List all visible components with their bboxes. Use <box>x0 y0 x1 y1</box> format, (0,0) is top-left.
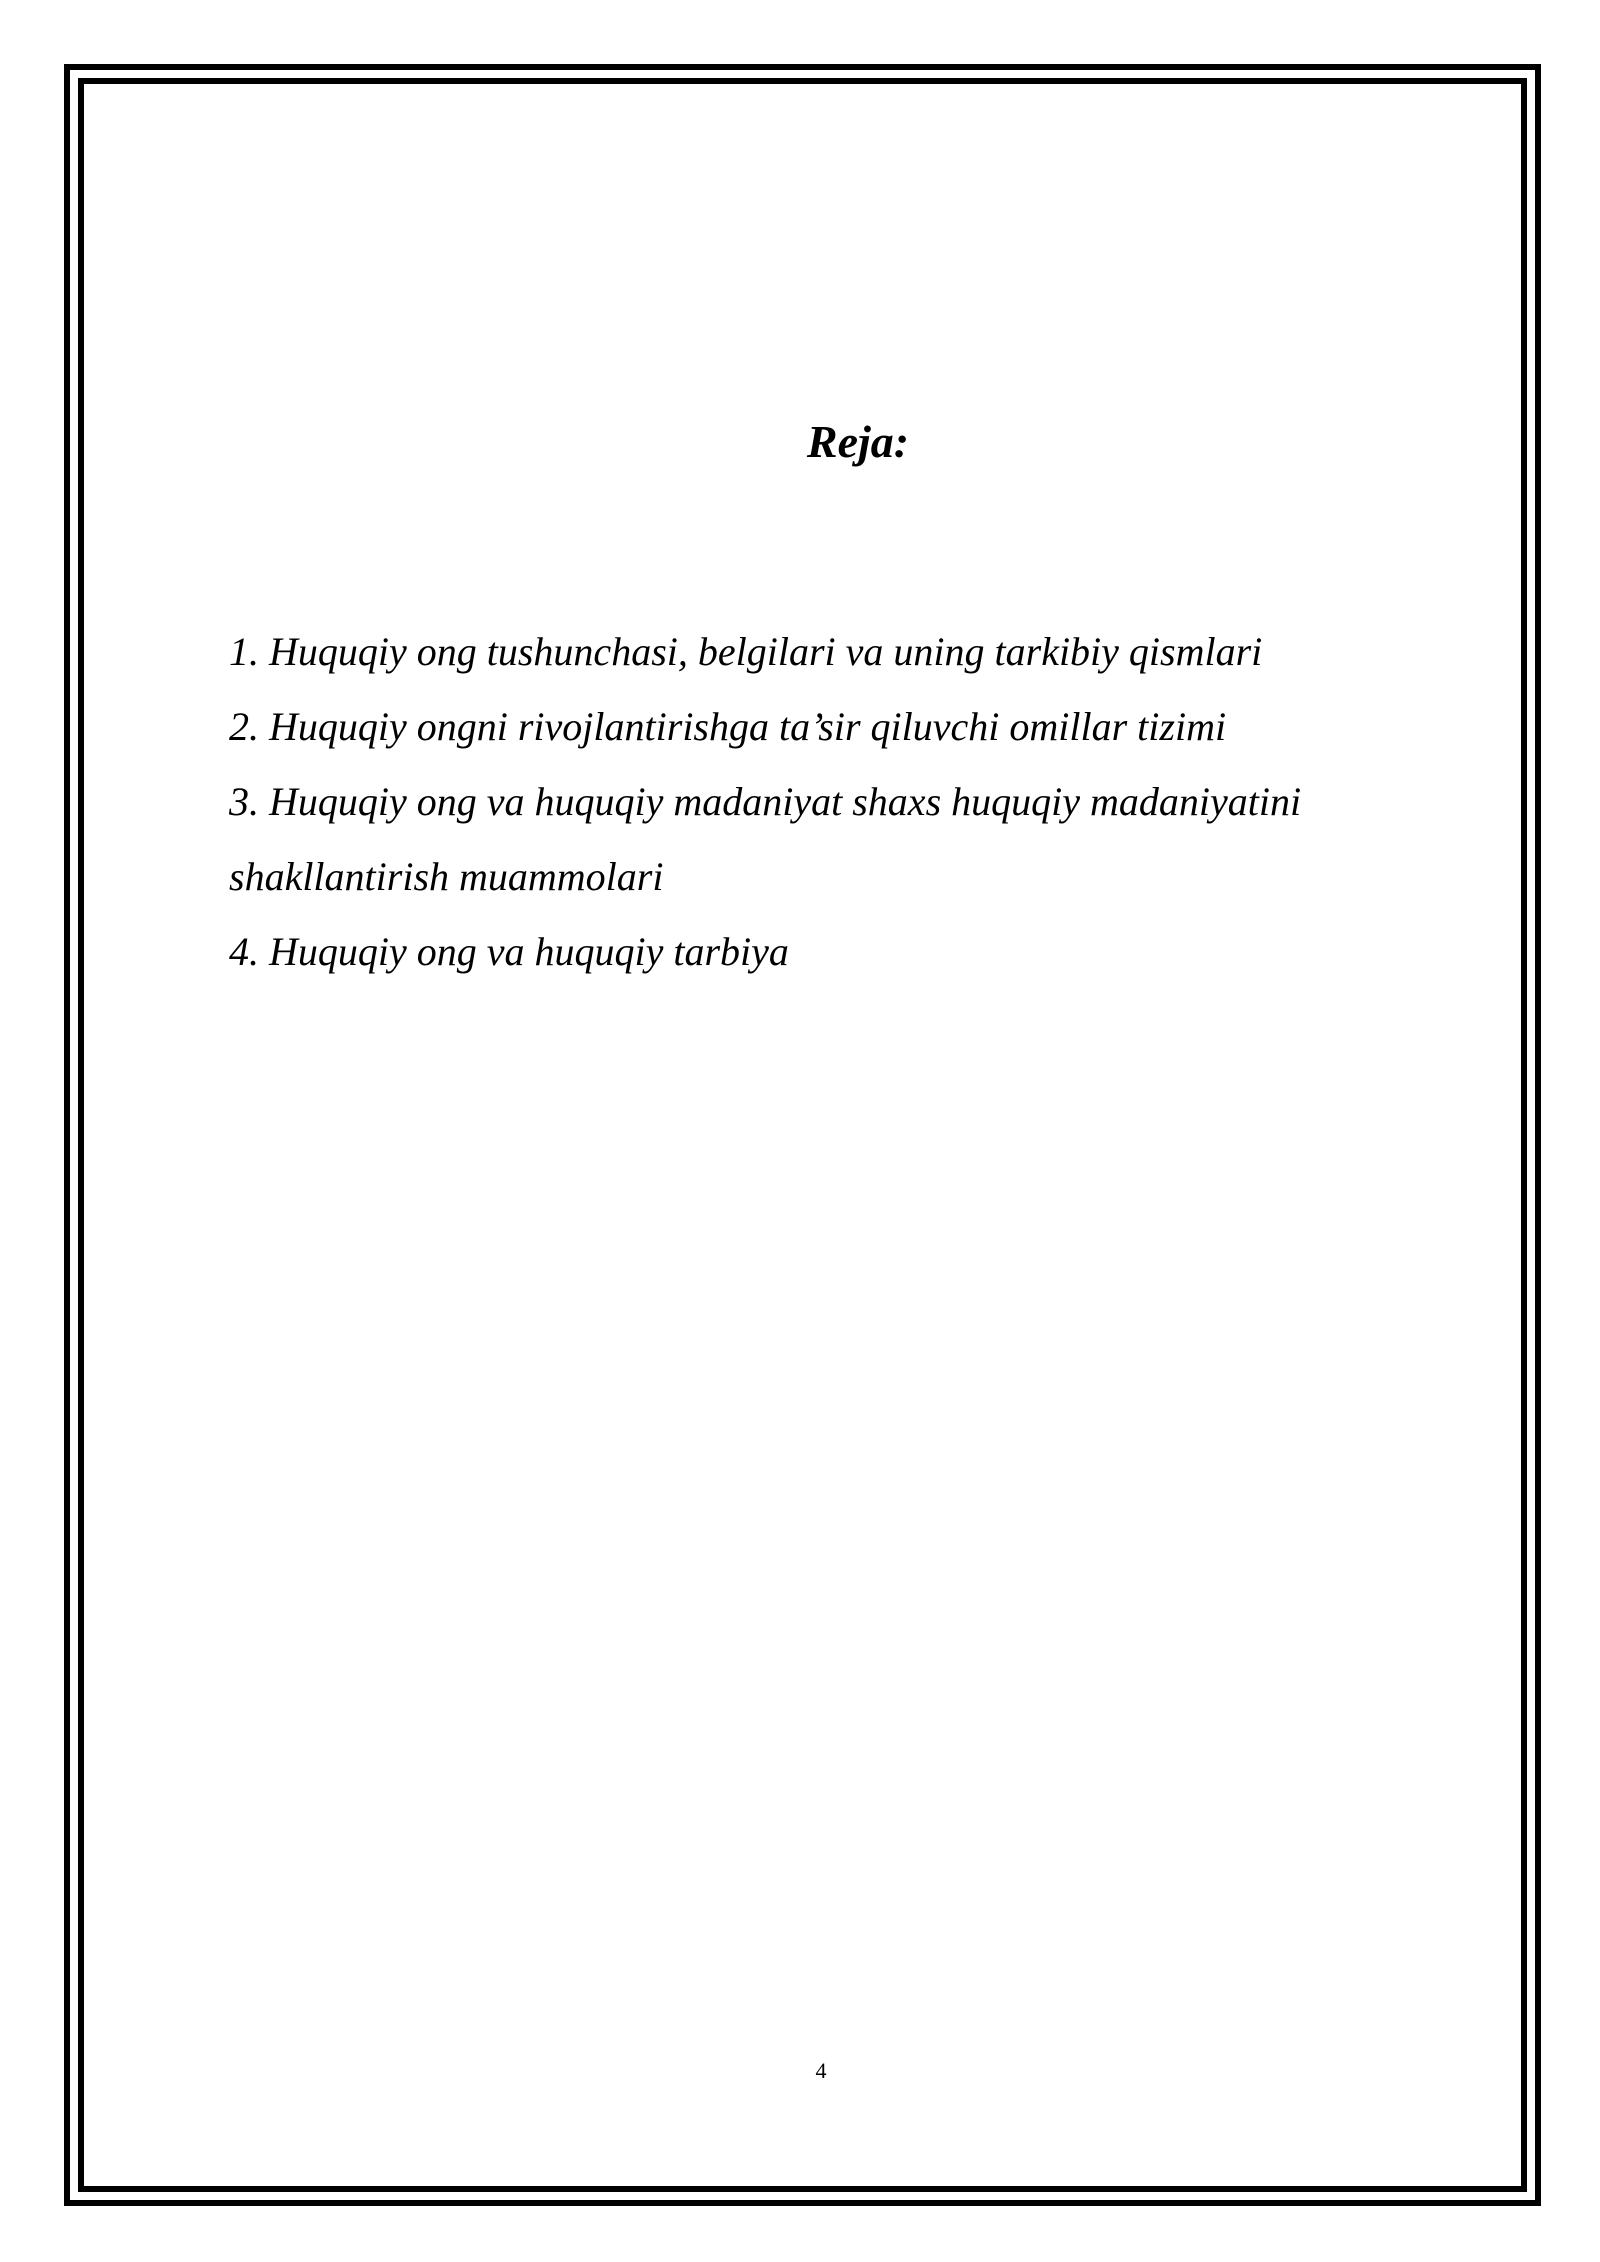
plan-item-text: Huquqiy ong va huquqiy madaniyat shaxs huquqiy madaniyatini <box>269 779 1302 824</box>
plan-item-text: Huquqiy ong tushunchasi, belgilari va uning tarkibiy qismlari <box>269 629 1263 674</box>
plan-item-number: 4. <box>229 929 259 974</box>
plan-item-number: 3. <box>229 779 259 824</box>
plan-list <box>229 614 1429 989</box>
plan-item-text: Huquqiy ong va huquqiy tarbiya <box>269 929 789 974</box>
plan-item-2 <box>229 689 1429 764</box>
plan-item-number: 2. <box>229 704 259 749</box>
page-border-inner <box>78 78 1527 2192</box>
plan-item-text: Huquqiy ongni rivojlantirishga ta’sir qiluvchi omillar tizimi <box>269 704 1227 749</box>
plan-item-text: shakllantirish muammolari <box>229 854 664 899</box>
plan-item-number: 1. <box>229 629 259 674</box>
plan-item-1 <box>229 614 1429 689</box>
page-number: 4 <box>815 2058 827 2083</box>
plan-item-3 <box>229 764 1429 839</box>
plan-item-3-continuation <box>229 839 1429 914</box>
page-title: Reja: <box>806 416 910 467</box>
plan-item-4 <box>229 914 1429 989</box>
